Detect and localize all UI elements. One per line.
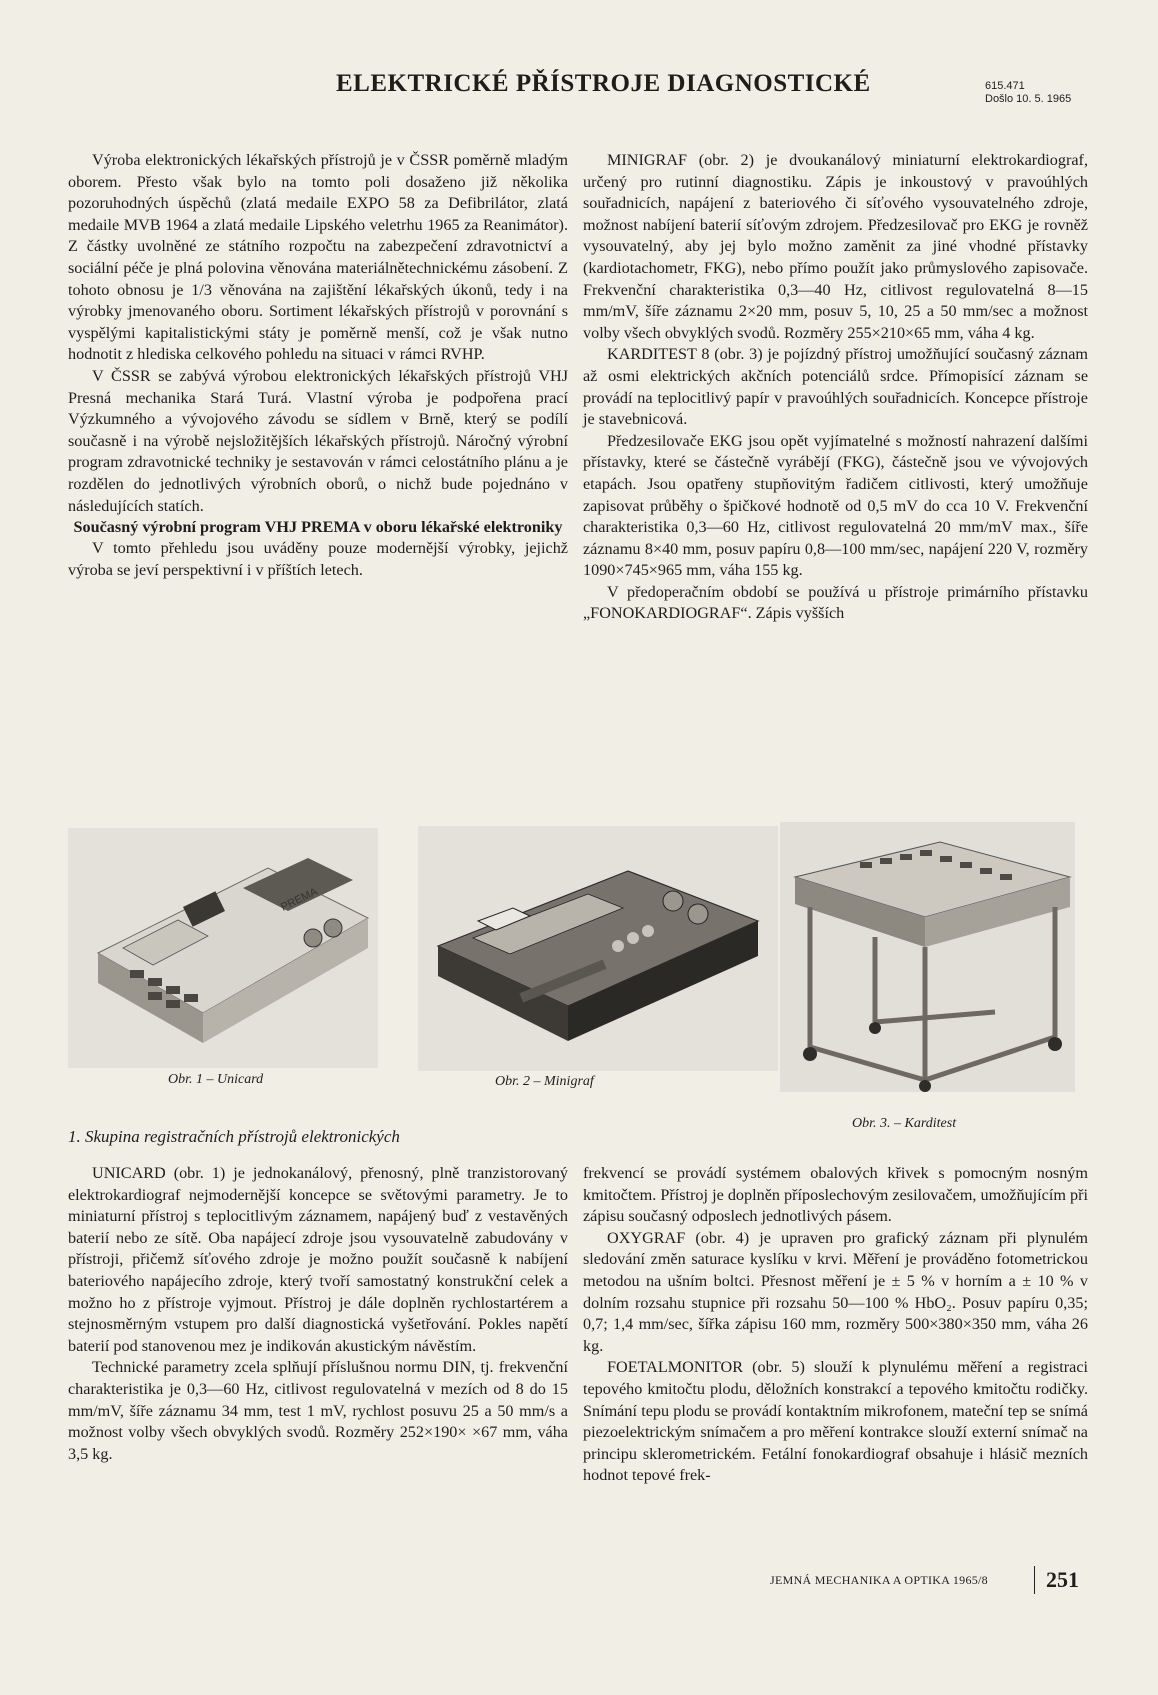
figure-minigraf-photo [418, 826, 778, 1071]
footer-divider [1034, 1566, 1035, 1594]
column-left-top [68, 150, 568, 581]
column-right-bottom [583, 1163, 1088, 1487]
paragraph: V předoperačním období se používá u přístroje primárního přístavku „FONOKARDIOGRAF“. Zápis vyšších [583, 582, 1088, 623]
paragraph: Předzesilovače EKG jsou opět vyjímatelné s možností nahrazení dalšími přístavky, které se částečně vyrábějí (FKG), částečně jsou ve vývojových etapách. Jsou opatřeny stupňovitým řadičem citlivosti, který umožňuje zapisovat průběhy o špičkové hodnotě od 0,5 mV do cca 10 V. Frekvenční charakteristika 0,3—60 Hz, citlivost regulovatelná 20 mm/mV max., šíře záznamu 8×40 mm, posuv papíru 0,8—100 mm/sec, napájení 220 V, rozměry 1090×745×965 mm, váha 155 kg. [583, 431, 1088, 580]
classification-code: 615.471 [985, 80, 1025, 92]
column-right-top [583, 150, 1088, 625]
paragraph: UNICARD (obr. 1) je jednokanálový, přenosný, plně tranzistorovaný elektrokardiograf nejmodernější koncepce se světovými parametry. Je to miniaturní přístroj s teplocitlivým záznamem, napájený buď z vestavěných baterií nebo ze sítě. Oba napájecí zdroje jsou vysouvatelně zabudovány v přístroji, přičemž síťového zdroje je možno použít současně k nabíjení bateriového napájecího zdroje, který tvoří samostatný konstrukční celek a možno ho z přístroje vyjmout. Přístroj je dále doplněn rychlostartérem a stejnosměrným vstupem pro další diagnostická vyšetřování. Pokles napětí baterií pod stanovenou mez je indikován akustickým návěstím. [68, 1164, 568, 1355]
unicard-brand-text: PREMA [279, 885, 320, 914]
article-title: ELEKTRICKÉ PŘÍSTROJE DIAGNOSTICKÉ [336, 70, 871, 97]
figure-2-caption: Obr. 2 – Minigraf [495, 1074, 594, 1089]
figure-group-caption: 1. Skupina registračních přístrojů elektronických [68, 1127, 400, 1146]
paragraph: FOETALMONITOR (obr. 5) slouží k plynulému měření a registraci tepového kmitočtu plodu, děložních konstrakcí a tepového kmitočtu rodičky. Snímání tepu plodu se provádí kontaktním mikrofonem, mateční tep se snímá piezoelektrickým snímačem a pro měření kontrakce slouží externí snímač na principu sklerometrickém. Fetální fonokardiograf obsahuje i hlásič mezních hodnot tepové frek- [583, 1358, 1088, 1485]
column-left-bottom [68, 1163, 568, 1465]
figure-karditest-photo [780, 822, 1075, 1092]
paragraph: frekvencí se provádí systémem obalových křivek s pomocným nosným kmitočtem. Přístroj je doplněn příposlechovým zesilovačem, umožňujícím při zápisu současný odposlech jednotlivých pásem. [583, 1164, 1088, 1226]
figure-unicard-photo [68, 828, 378, 1068]
paragraph: KARDITEST 8 (obr. 3) je pojízdný přístroj umožňující současný záznam až osmi elektrických akčních potenciálů srdce. Přímopisící záznam se provádí na teplocitlivý papír v pravoúhlých souřadnicích. Koncepce přístroje je stavebnicová. [583, 345, 1088, 429]
paragraph: MINIGRAF (obr. 2) je dvoukanálový miniaturní elektrokardiograf, určený pro rutinní diagnostiku. Zápis je inkoustový v pravoúhlých souřadnicích, napájení z bateriového či síťového vysouvatelného zdroje, možnost nabíjení baterií síťovým zdrojem. Předzesilovač pro EKG je rovněž vysouvatelný, aby jej bylo možno zaměnit za jiné vhodné přístavky (kardiotachometr, FKG), nebo přímo použít jako průmyslového zapisovače. Frekvenční charakteristika 0,3—40 Hz, citlivost regulovatelná 8—15 mm/mV, šíře záznamu 2×20 mm, posuv 5, 10, 25 a 50 mm/sec a možnost volby všech obvyklých svodů. Rozměry 255×210×65 mm, váha 4 kg. [583, 151, 1088, 342]
page-number: 251 [1046, 1567, 1079, 1592]
journal-footer: JEMNÁ MECHANIKA A OPTIKA 1965/8 [770, 1573, 988, 1587]
paragraph: OXYGRAF (obr. 4) je upraven pro grafický záznam při plynulém sledování změn saturace kyslíku v krvi. Měření je prováděno fotometrickou metodou na ušním boltci. Přesnost měření je ± 5 % v horním a ± 10 % v dolním rozsahu stupnice při rozsahu 50—100 % HbO₂. Posuv papíru 0,35; 0,7; 1,4 mm/sec, šířka zápisu 160 mm, rozměry 500×380×350 mm, váha 26 kg. [583, 1228, 1088, 1355]
article-meta [985, 80, 1071, 106]
paragraph: V tomto přehledu jsou uváděny pouze modernější výrobky, jejichž výroba se jeví perspektivní i v příštích letech. [68, 539, 568, 579]
received-date: Došlo 10. 5. 1965 [985, 93, 1072, 105]
paragraph: Technické parametry zcela splňují příslušnou normu DIN, tj. frekvenční charakteristika je 0,3—60 Hz, citlivost regulovatelná v mezích od 8 do 15 mm/mV, šíře záznamu 34 mm, test 1 mV, rychlost posuvu 25 a 50 mm/s a možnost volby všech obvyklých svodů. Rozměry 252×190× ×67 mm, váha 3,5 kg. [68, 1358, 568, 1463]
section-heading: Současný výrobní program VHJ PREMA v oboru lékařské elektroniky [73, 518, 563, 537]
figure-1-caption: Obr. 1 – Unicard [168, 1072, 264, 1087]
figure-3-caption: Obr. 3. – Karditest [852, 1116, 957, 1131]
paragraph: V ČSSR se zabývá výrobou elektronických lékařských přístrojů VHJ Presná mechanika Stará Turá. Vlastní výroba je podpořena prací Výzkumného a vývojového závodu se sídlem v Brně, který se podílí současně i na výrobě nejsložitějších lékařských přístrojů. Náročný výrobní program zdravotnické techniky je sestavován v rámci celostátního plánu a je rozdělen do jednotlivých výrobních oborů, o nichž bude pojednáno v následujících statích. [68, 366, 568, 515]
paragraph: Výroba elektronických lékařských přístrojů je v ČSSR poměrně mladým oborem. Přesto však bylo na tomto poli dosaženo již několika pozoruhodných úspěchů (zlatá medaile EXPO 58 za Defibrilátor, zlatá medaile MVB 1964 a zlatá medaile Lipského veletrhu 1965 za Reanimátor). Z částky uvolněné ze státního rozpočtu na zabezpečení zdravotnictví a sociální péče je plná polovina věnována materiálnětechnickému zásobení. Z tohoto obnosu je 1/3 věnována na zajištění lékařských úkonů, tedy i na výrobky jmenovaného oboru. Sortiment lékařských přístrojů v porovnání s vyspělými kapitalistickými státy je poměrně menší, což je však nutno hodnotit z hlediska celkového pohledu na situaci v rámci RVHP. [68, 151, 568, 364]
